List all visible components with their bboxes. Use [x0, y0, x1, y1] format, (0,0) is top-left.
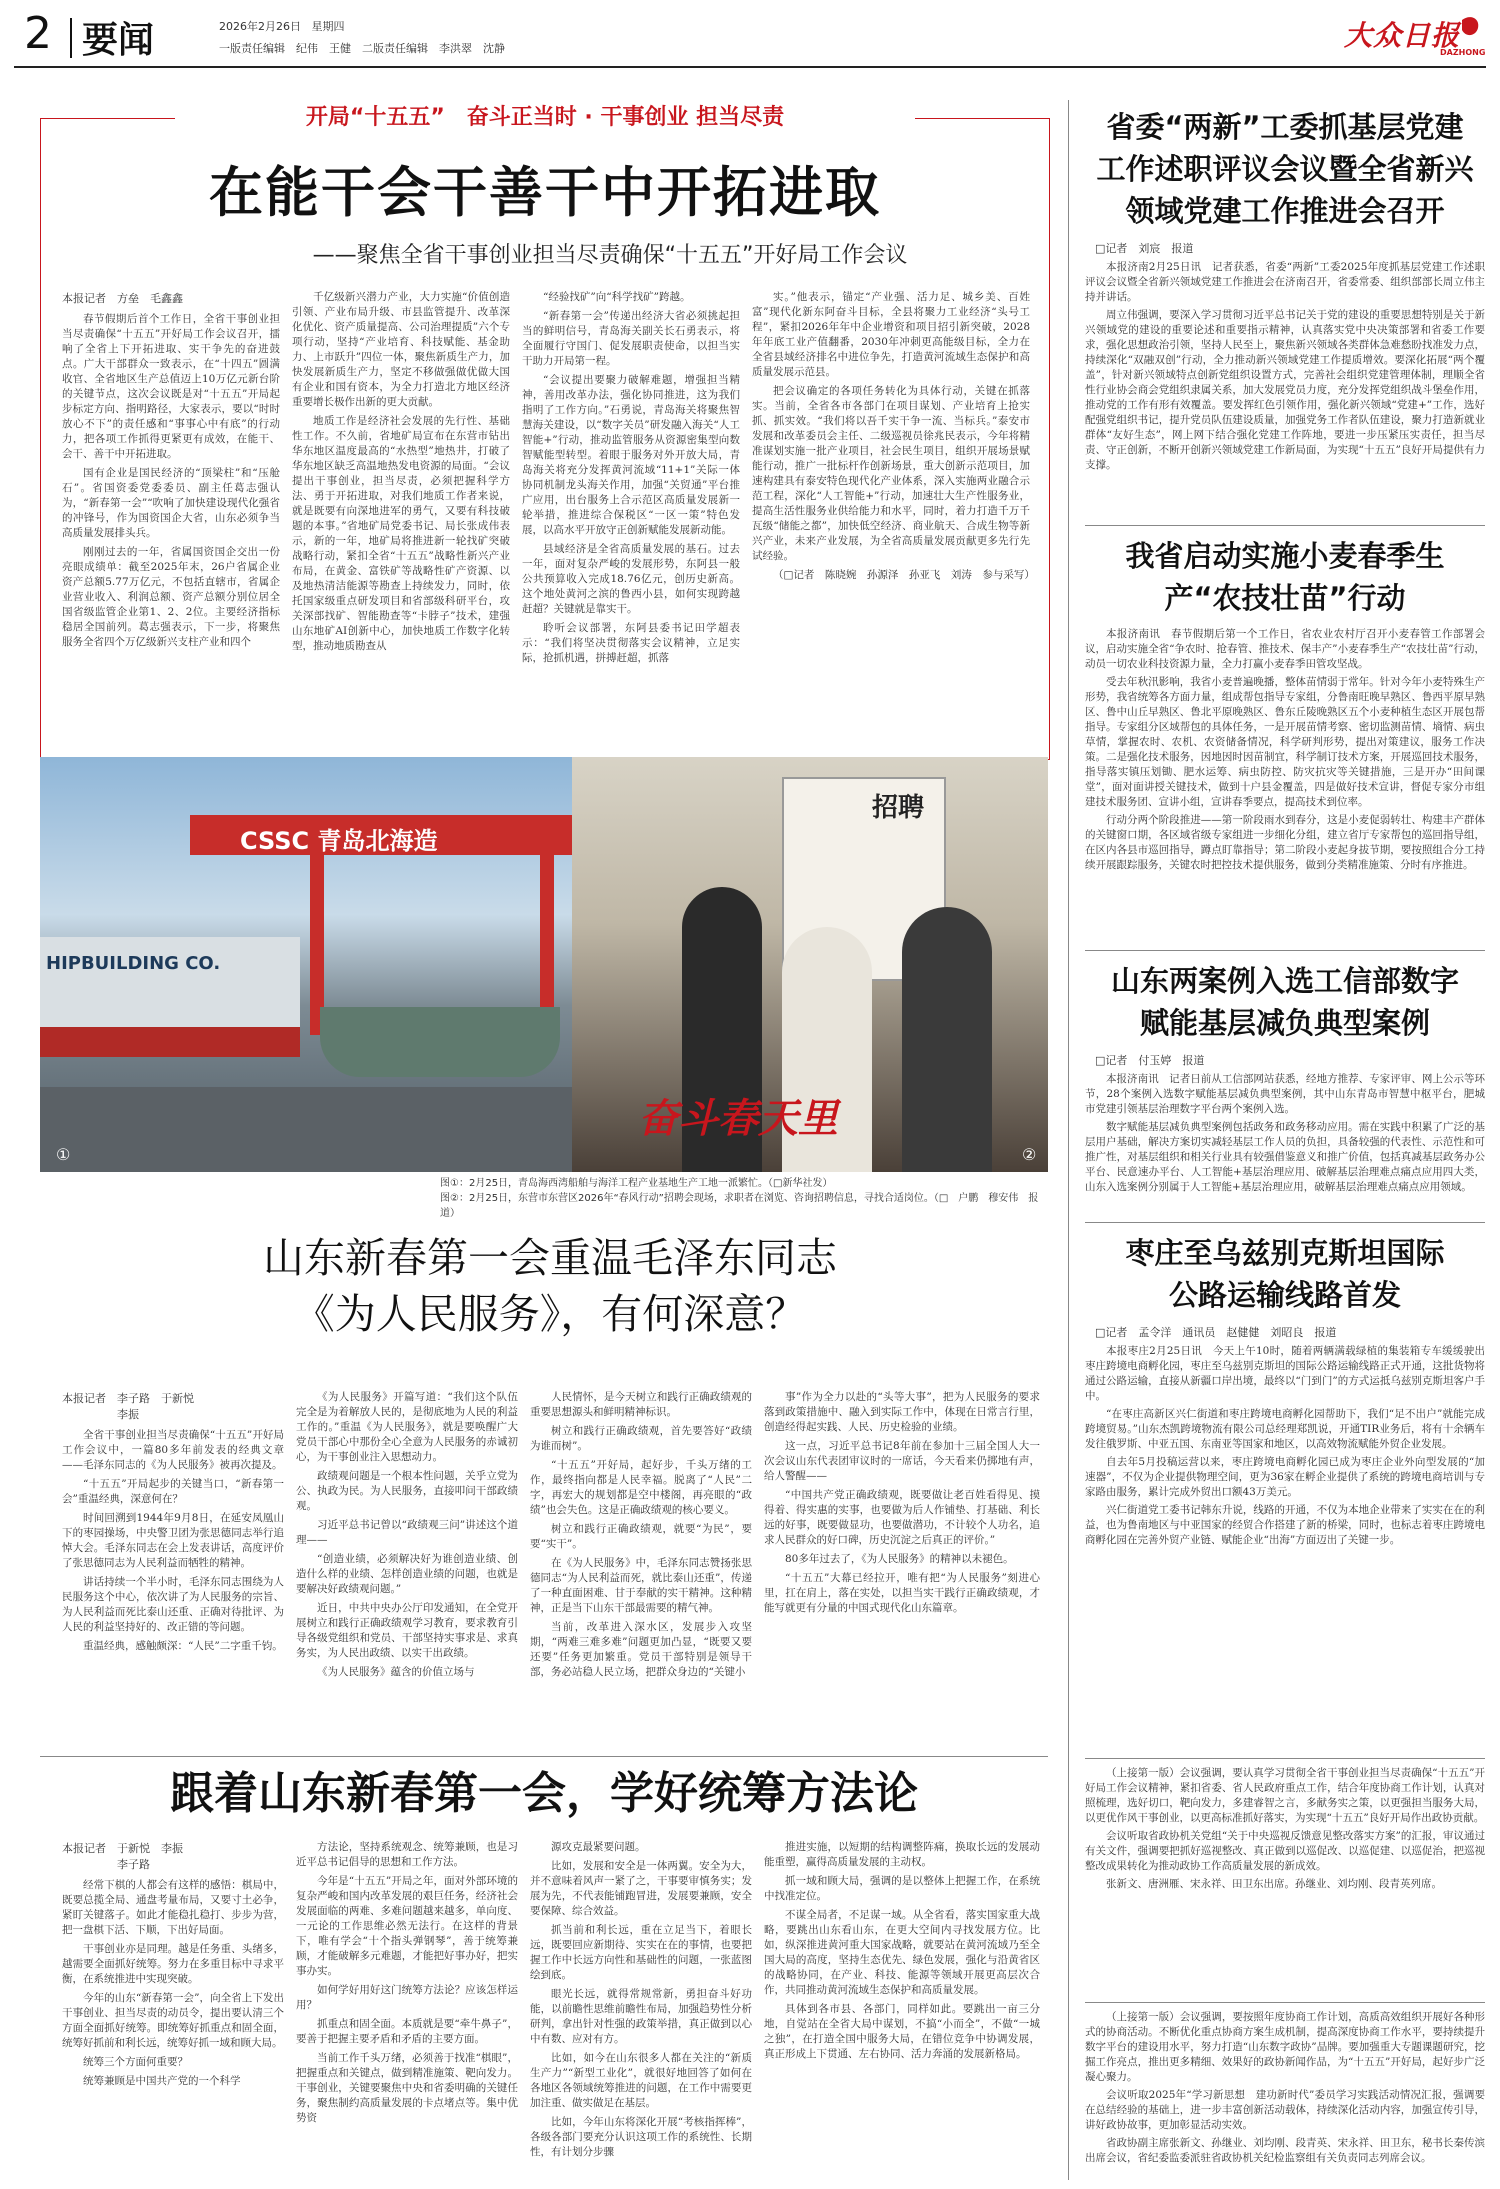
paragraph: 周立伟强调，要深入学习贯彻习近平总书记关于党的建设的重要思想特别是关于新兴领域党的建设的重要论述和重要指示精神，认真落实党中央决策部署和省委工作要求，强化思想政治引领，坚持人民至上，聚焦新兴领域各类群体急难愁盼找准发力点，持续深化“双融双创”行动，全力推动新兴领域党建工作提质增效。要深化拓展“两个覆盖”，针对新兴领域特点创新党组织设置方式，完善社会组织党建管理体制，理顺全省性行业协会商会党组织隶属关系，加大发展党员力度，充分发挥党组织战斗堡垒作用，推动党的工作有形有效覆盖。要发挥红色引领作用，强化新兴领域“党建+”工作，选好配强党组织书记，提升党员队伍建设质量，加强党务工作者队伍建设，聚力打造新就业群体“友好生态”，网上网下结合强化党建工作阵地，要进一步压紧压实责任，担当尽责、守正创新，不断开创新兴领域党建工作新局面，为实现“十五五”良好开局提供有力支撑。 [1085, 309, 1485, 471]
photo-marker-2: ② [1022, 1145, 1037, 1164]
shipyard-photo [40, 757, 572, 1172]
newspaper-logo [1344, 12, 1484, 60]
ship-sign: CSSC 青岛北海造 [240, 827, 438, 855]
side-article-3-byline: □记者 付玉婷 报道 [1095, 1054, 1205, 1067]
article-3-byline: 本报记者 于新悦 李振 李子路 [62, 1842, 183, 1871]
article-2-column-3 [530, 1390, 752, 1684]
section-stamp: 奋斗春天里 [638, 1095, 838, 1142]
paragraph: “在枣庄高新区兴仁街道和枣庄跨境电商孵化园帮助下，我们“足不出户”就能完成跨境贸易。”山东杰凯跨境物流有限公司总经理郑凯说，开通TIR业务后，将有十余辆车发往俄罗斯、中亚五国、东南亚等国家和地区，以高效物流赋能外贸企业发展。 [1085, 1408, 1485, 1450]
lead-column-4 [752, 290, 1035, 587]
side-article-4-title: 枣庄至乌兹别克斯坦国际公路运输线路首发 [1125, 1236, 1445, 1312]
paragraph: （上接第一版）会议强调，要按照年度协商工作计划，高质高效组织开展好各种形式的协商活动。不断优化重点协商方案生成机制，提高深度协商工作水平，要持续提升数字平台的建设用水平，努力打造“山东数字政协”品牌。要加强重大专题课题研究，挖掘工作亮点，推出更多精细、效果好的政协新闻作品，为“十五五”开好局，起好步广泛凝心聚力。 [1085, 2011, 1485, 2083]
paragraph: 方法论，坚持系统观念、统筹兼顾，也是习近平总书记倡导的思想和工作方法。 [296, 1841, 518, 1868]
paragraph: “新春第一会”传递出经济大省必须挑起担当的鲜明信号，青岛海关副关长石勇表示，将全面履行守国门、促发展职责使命，以担当实干助力开局第一程。 [522, 310, 740, 367]
paragraph: 讲话持续一个半小时，毛泽东同志围绕为人民服务这个中心，依次讲了为人民服务的宗旨、为人民利益而死比泰山还重、正确对待批评、为人民的利益坚持好的、改正错的等问题。 [62, 1576, 284, 1633]
job-board-sign: 招聘 [872, 793, 925, 823]
caption-1: 图①：2月25日，青岛海西湾船舶与海洋工程产业基地生产工地一派繁忙。（□新华社发） [440, 1178, 833, 1189]
logo-text: 大众日报 [1344, 19, 1461, 52]
article-2-column-2 [296, 1390, 518, 1684]
paragraph: “十五五”开局起步的关键当口，“新春第一会”重温经典，深意何在？ [62, 1478, 284, 1505]
paragraph: 会议听取2025年“学习新思想 建功新时代”委员学习实践活动情况汇报，强调要在总结经验的基础上，进一步丰富创新活动载体，持续深化活动内容，加强宣传引导，讲好政协故事，更加彰显活动实效。 [1085, 2089, 1485, 2131]
paragraph: 80多年过去了，《为人民服务》的精神以未褪色。 [785, 1553, 1014, 1565]
article-2-byline: 本报记者 李子路 于新悦 李振 [62, 1392, 194, 1421]
weekday: 星期四 [311, 20, 345, 33]
paragraph: “中国共产党正确政绩观，既要做让老百姓看得见、摸得着、得实惠的实事，也要做为后人作铺垫、打基础、利长远的好事，既要做显功，也要做潜功，不计较个人功名，追求人民群众的好口碑，历史沉淀之后真正的评价。” [764, 1489, 1040, 1546]
article-3-column-3 [530, 1840, 752, 2164]
editors-line: 一版责任编辑 纪伟 王健 二版责任编辑 李洪翠 沈静 [219, 42, 505, 55]
paragraph: 事”作为全力以赴的“头等大事”，把为人民服务的要求落到政策措施中、融入到实际工作中，体现在日常言行里，创造经得起实践、人民、历史检验的业绩。 [764, 1391, 1040, 1433]
person-3 [902, 907, 992, 1172]
page-number: 2 [24, 8, 52, 59]
side-article-4-byline: □记者 孟令洋 通讯员 赵健健 刘昭良 报道 [1095, 1326, 1337, 1339]
paragraph: 近日，中共中央办公厅印发通知，在全党开展树立和践行正确政绩观学习教育，要求教育引导各级党组织和党员、干部坚持实事求是、求真务实，为人民出政绩、以实干出政绩。 [296, 1602, 518, 1659]
paragraph: 本报济南讯 记者日前从工信部网站获悉，经地方推荐、专家评审、网上公示等环节，28个案例入选数字赋能基层减负典型案例，其中山东青岛市智慧中枢平台，肥城市党建引领基层治理数字平台两个案例入选。 [1085, 1073, 1485, 1115]
paragraph: 比如，今年山东将深化开展“考核指挥棒”，各级各部门要充分认识这项工作的系统性、长期性，有计划分步骤 [530, 2116, 752, 2158]
ship-deck [320, 1007, 560, 1077]
article-3-column-2 [296, 1840, 518, 2130]
paragraph: 推进实施，以短期的结构调整阵痛，换取长远的发展动能重塑，赢得高质量发展的主动权。 [764, 1841, 1040, 1868]
lead-kicker: 开局“十五五” 奋斗正当时 · 干事创业 担当尽责 [175, 100, 915, 136]
lead-column-2 [292, 290, 510, 658]
paragraph: 习近平总书记曾以“政绩观三问”讲述这个道理—— [296, 1519, 518, 1546]
sidebar-rule [1085, 2002, 1485, 2003]
paragraph: 千亿级新兴潜力产业，大力实施“价值创造引领、产业布局升级、市县监管提升、改革深化优化、资产质量提高、公司治理提质”六个专项行动，坚持“产业培育、科技赋能、基金助力、上市跃升”四位一体，聚焦新质生产力，加快发展新质生产力，坚定不移做强做优做大国有企业和国有资本，为全力打造北方地区经济重要增长极作出新的更大贡献。 [292, 291, 510, 408]
article-3-column-1 [62, 1840, 284, 2093]
paragraph: 当前，改革进入深水区，发展步入攻坚期，“两难三难多难”问题更加凸显，“既要又要还要”任务更加繁重。党员干部特别是领导干部，务必站稳人民立场，把群众身边的“关键小 [530, 1621, 752, 1678]
paragraph: 抓当前和利长远，重在立足当下，着眼长远，既要回应新期待、实实在在的事情，也要把握工作中长远方向性和基础性的问题，一张蓝图绘到底。 [530, 1924, 752, 1981]
paragraph: “会议提出要聚力破解难题，增强担当精神，善用改革办法，强化协同推进，这为我们指明了工作方向。”石勇说，青岛海关将聚焦智慧海关建设，以“数字关员”研发融入海关“人工智能+”行动，推动监管服务从资源密集型向数智赋能型转型。着眼于服务对外开放大局，青岛海关将充分发挥黄河流域“11+1”关际一体协同机制龙头海关作用，加强“关贸通”平台推广应用，出台服务上合示范区高质量发展新一轮举措，推进综合保税区“一区一策”特色发展，以高水平开放守正创新赋能发展新动能。 [522, 374, 740, 536]
paragraph: “十五五”大幕已经拉开，唯有把“为人民服务”刻进心里，扛在肩上，落在实处，以担当实干践行正确政绩观，才能写就更有分量的中国式现代化山东篇章。 [764, 1572, 1040, 1614]
side-article-1-body [1085, 260, 1485, 473]
paragraph: 县域经济是全省高质量发展的基石。过去一年，面对复杂严峻的发展形势，东阿县一般公共预算收入完成18.76亿元，创历史新高。这个地处黄河之滨的鲁西小县，如何实现跨越赶超？关键就是靠实干。 [522, 543, 740, 615]
paragraph: 《为人民服务》蕴含的价值立场与 [317, 1666, 475, 1678]
paragraph: 比如，如今在山东很多人都在关注的“新质生产力”“新型工业化”，就很好地回答了如何在各地区各领域统筹推进的问题，在工作中需要更加注重、做实做足在基层。 [530, 2052, 752, 2109]
lead-column-1 [62, 290, 280, 654]
paragraph: 自去年5月投稿运营以来，枣庄跨境电商孵化园已成为枣庄企业外向型发展的“加速器”，不仅为企业提供物理空间，更为36家在孵企业提供了系统的跨境电商培训与专家路由服务，累计完成外贸出口额43万美元。 [1085, 1456, 1485, 1498]
paragraph: （□记者 陈晓婉 孙源泽 孙亚飞 刘涛 参与采写） [773, 569, 1035, 581]
paragraph: 省政协副主席张新文、孙继业、刘均刚、段青英、宋永祥、田卫东，秘书长秦传滨出席会议，省纪委监委派驻省政协机关纪检监察组有关负责同志列席会议。 [1085, 2137, 1485, 2164]
paragraph: 如何学好用好这门统筹方法论？应该怎样运用？ [296, 1984, 518, 2011]
paragraph: 在《为人民服务》中，毛泽东同志赞扬张思德同志“为人民利益而死，就比泰山还重”，传递了一种直面困难、甘于奉献的实干精神。这种精神，正是当下山东干部最需要的精气神。 [530, 1557, 752, 1614]
paragraph: 时间回溯到1944年9月8日，在延安凤凰山下的枣园操场，中央警卫团为张思德同志举行追悼大会。毛泽东同志在会上发表讲话，高度评价了张思德同志为人民利益而牺牲的精神。 [62, 1512, 284, 1569]
header-divider [70, 18, 72, 58]
issue-date: 2026年2月26日 [219, 20, 301, 33]
paragraph: 源攻克最紧要问题。 [551, 1841, 646, 1853]
side-article-4-body [1085, 1344, 1485, 1548]
paragraph: 干事创业亦是同理。越是任务重、头绪多，越需要全面抓好统筹。努力在多重目标中寻求平衡，在系统推进中实现突破。 [62, 1943, 284, 1985]
lead-subhead: ——聚焦全省干事创业担当尽责确保“十五五”开好局工作会议 [312, 243, 908, 268]
continued-from-page-1-b [1085, 2010, 1485, 2169]
sidebar-divider [1068, 100, 1069, 2180]
paragraph: 具体到各市县、各部门，同样如此。要跳出一亩三分地，自觉站在全省大局中谋划，不搞“小而全”，不做“一城之独”，在打造全国中服务大局，在错位竞争中协调发展，真正形成上下贯通、左右协同、活力奔涌的发展新格局。 [764, 2003, 1040, 2060]
article-2-headline-line-1: 山东新春第一会重温毛泽东同志 [263, 1234, 837, 1282]
paragraph: 树立和践行正确政绩观，首先要答好“政绩为谁而树”。 [530, 1425, 752, 1452]
sidebar-rule [1085, 950, 1485, 951]
paragraph: “经验找矿”向“科学找矿”跨越。 [543, 291, 691, 303]
section-divider [40, 1756, 1048, 1757]
lead-byline: 本报记者 方垒 毛鑫鑫 [62, 292, 183, 305]
paragraph: 全省干事创业担当尽责确保“十五五”开好局工作会议中，一篇80多年前发表的经典文章——毛泽东同志的《为人民服务》被再次提及。 [62, 1429, 284, 1471]
paragraph: 抓重点和固全面。本质就是要“牵牛鼻子”，要善于把握主要矛盾和矛盾的主要方面。 [296, 2018, 518, 2045]
photo-marker-1: ① [56, 1145, 71, 1164]
paragraph: 这一点，习近平总书记8年前在参加十三届全国人大一次会议山东代表团审议时的一席话，今天看来仍掷地有声，给人警醒—— [764, 1440, 1040, 1482]
article-2-headline-line-2: 《为人民服务》，有何深意？ [293, 1290, 807, 1338]
paragraph: 春节假期后首个工作日，全省干事创业担当尽责确保“十五五”开好局工作会议召开，擂响了全省上下开拓进取、实干争先的奋进鼓点。广大干部群众一致表示，在“十四五”圆满收官、全省地区生产总值迈上10万亿元新台阶的关键节点，这次会议既是对“十五五”开局起步标定方向、指明路径，大家表示，要以“时时放心不下”的责任感和“事事心中有底”的行动力，把各项工作抓得更紧更有成效，在能干、会干、善干中开拓进取。 [62, 313, 280, 460]
paragraph: 行动分两个阶段推进——第一阶段雨水到春分，这是小麦促弱转壮、构建丰产群体的关键窗口期，各区域省级专家组进一步细化分组，建立省厅专家帮包的巡回指导组，在区内各县市巡回指导，蹲点盯靠指导；第二阶段小麦起身拔节期，要按照组合分工持续开展跟踪服务，关键农时把控技术提供服务，做到分类精准施策、分时有序推进。 [1085, 814, 1485, 871]
side-article-2-title: 我省启动实施小麦春季生产“农技壮苗”行动 [1125, 539, 1445, 615]
side-article-2 [1085, 535, 1485, 935]
article-2-column-4 [764, 1390, 1040, 1620]
paragraph: 当前工作千头万绪，必须善于找准“棋眼”，把握重点和关键点，做到精准施策、靶向发力。干事创业，关键要聚焦中央和省委明确的关键任务，聚焦制约高质量发展的卡点堵点等。集中优势资 [296, 2052, 518, 2124]
lead-column-3 [522, 290, 740, 670]
side-article-3-body [1085, 1072, 1485, 1195]
paragraph: 聆听会议部署，东阿县委书记田学超表示：“我们将坚决贯彻落实会议精神，立足实际，抢抓机遇，拼搏赶超，抓落 [522, 622, 740, 664]
paragraph: 比如，发展和安全是一体两翼。安全为大，并不意味着风声一紧了之，干事要审慎务实；发展为先，不代表能铺跑冒进，发展要兼顾，安全要保障、综合效益。 [530, 1860, 752, 1917]
paragraph: 受去年秋汛影响，我省小麦普遍晚播，整体苗情弱于常年。针对今年小麦特殊生产形势，我省统筹各方面力量，组成帮包指导专家组，分鲁南旺晚早熟区、鲁西平原早熟区、鲁中山丘早熟区、鲁北平原晚熟区、鲁东丘陵晚熟区五个小麦种植生态区开展包帮指导。专家组分区域帮包的具体任务，一是开展苗情考察、密切监测苗情、墒情、病虫草情，掌握农时、农机、农资储备情况，科学研判形势，提出对策建议，服务工作决策。二是强化技术服务，因地因时因苗制宜，科学制订技术方案，开展巡回技术服务，指导落实镇压划锄、肥水运筹、病虫防控、防灾抗灾等关键措施，三是开办“田间课堂”，面对面讲授关键技术，做到十户县金覆盖，四是做好技术宣讲，督促专家分市组建技术服务团、宣讲小组，宣讲春季要点，提高技术到位率。 [1085, 676, 1485, 808]
caption-2: 图②：2月25日，东营市东营区2026年“春风行动”招聘会现场，求职者在浏览、咨询招聘信息，寻找合适岗位。（□ 户鹏 穆安伟 报道） [440, 1193, 1039, 1219]
paragraph: 重温经典，感触颇深：“人民”二字重千钧。 [83, 1640, 283, 1652]
paragraph: 张新文、唐洲雁、宋永祥、田卫东出席。孙继业、刘均刚、段青英列席。 [1106, 1878, 1442, 1890]
sidebar-rule [1085, 1758, 1485, 1759]
paragraph: 政绩观问题是一个根本性问题，关乎立党为公、执政为民。为人民服务，直接叩问干部政绩观。 [296, 1470, 518, 1512]
side-article-4 [1085, 1232, 1485, 1622]
ship-side-text: HIPBUILDING CO. [46, 953, 221, 974]
paragraph: 人民情怀，是今天树立和践行正确政绩观的重要思想源头和鲜明精神标识。 [530, 1391, 752, 1418]
paragraph: 兴仁街道党工委书记韩东升说，线路的开通，不仅为本地企业带来了实实在在的利益，也为鲁南地区与中亚国家的经贸合作搭建了新的桥梁，同时，也标志着枣庄跨境电商孵化园在完善外贸产业链、赋能企业“出海”方面迈出了关键一步。 [1085, 1504, 1485, 1546]
article-3-column-4 [764, 1840, 1040, 2066]
article-2-headline [60, 1230, 1040, 1342]
paragraph: 数字赋能基层减负典型案例包括政务和政务移动应用。需在实践中积累了广泛的基层用户基础，解决方案切实减轻基层工作人员的负担，具备较强的代表性、示范性和可推广性，对基层组织和相关行业具有较强借鉴意义和推广价值，包括真减基层政务办公平台、民意速办平台、人工智能+基层治理应用、破解基层治理难点痛点应用四大类，山东入选案例分别属于人工智能+基层治理应用，破解基层治理难点痛点应用领域。 [1085, 1121, 1485, 1193]
dock-ground [40, 1087, 572, 1172]
paragraph: 实。”他表示，锚定“产业强、活力足、城乡美、百姓富”现代化新东阿奋斗目标，全县将聚力工业经济“头号工程”，紧扣2026年年中企业增资和项目招引新突破，2028年年底工业产值翻番，2030年冲刺更高能级目标，全力在全省县域经济排名中进位争先，打造黄河流域生态保护和高质量发展示范县。 [752, 291, 1030, 378]
paragraph: 《为人民服务》开篇写道：“我们这个队伍完全是为着解放人民的，是彻底地为人民的利益工作的。”重温《为人民服务》，就是要唤醒广大党员干部心中那份全心全意为人民服务的赤诚初心，为干事创业注入思想动力。 [296, 1391, 518, 1463]
article-2-column-1 [62, 1390, 284, 1658]
side-article-1 [1085, 106, 1485, 506]
lead-headline: 在能干会干善干中开拓进取 [209, 161, 881, 224]
paragraph: 地质工作是经济社会发展的先行性、基础性工作。不久前，省地矿局宣布在东营市钻出华东地区温度最高的“水热型”地热井，打破了华东地区缺乏高温地热发电资源的局面。“会议提出干事创业，担当尽责，必须把握科学方法、勇于开拓进取，对我们地质工作者来说，就是既要有向深地进军的勇气，又要有科技破题的本事。”省地矿局党委书记、局长张成伟表示，新的一年，地矿局将推进新一轮找矿突破战略行动，紧扣全省“十五五”战略性新兴产业布局，在黄金、富铁矿等战略性矿产资源、以及地热清洁能源等勘查上持续发力，同时，依托国家级重点研发项目和省部级科研平台，攻关深部找矿、智能勘查等“卡脖子”技术，建强山东地矿AI创新中心，加快地质工作数字化转型，推动地质勘查从 [292, 415, 510, 652]
paragraph: 会议听取省政协机关党组“关于中央巡视反馈意见整改落实方案”的汇报，审议通过有关文件，强调要把抓好巡视整改、真正做到以巡促改、以巡促建、以巡促治，把巡视整改成果转化为推动政协工作高质量发展的新成效。 [1085, 1830, 1485, 1872]
paragraph: 统筹三个方面何重要？ [83, 2056, 188, 2068]
paragraph: 眼光长远，就得常规常新，勇担奋斗好功能，以前瞻性思维前瞻性布局，加强趋势性分析研判，拿出针对性强的政策举措，真正做到以心中有数、应对有方。 [530, 1988, 752, 2045]
date-line [219, 18, 345, 34]
masthead [14, 8, 1486, 66]
paragraph: 树立和践行正确政绩观，就要“为民”，要要“实干”。 [530, 1523, 752, 1550]
sidebar-rule [1085, 525, 1485, 526]
paragraph: 经常下棋的人都会有这样的感悟：棋局中，既要总揽全局、通盘考量布局，又要寸土必争，紧盯关键落子。如此才能稳扎稳打、步步为营，把一盘棋下活、下顺，下出好局面。 [62, 1879, 284, 1936]
paragraph: 国有企业是国民经济的“顶梁柱”和“压舱石”。省国资委党委委员、副主任葛志强认为，“新春第一会”“吹响了加快建设现代化强省的冲锋号，作为国资国企大省，山东必须争当高质量发展排头兵。 [62, 467, 280, 539]
paragraph: 统筹兼顾是中国共产党的一个科学 [83, 2075, 241, 2087]
paragraph: 不谋全局者，不足谋一域。从全省看，落实国家重大战略，要跳出山东看山东，在更大空间内寻找发展方位。比如，纵深推进黄河重大国家战略，就要站在黄河流域乃至全国大局的高度，坚持生态优先、绿色发展，强化与沿黄省区的战略协同，在产业、科技、能源等领域开展更高层次合作，共同推动黄河流域生态保护和高质量发展。 [764, 1909, 1040, 1996]
paragraph: 抓一域和顾大局，强调的是以整体上把握工作，在系统中找准定位。 [764, 1875, 1040, 1902]
side-article-1-byline: □记者 刘宸 报道 [1095, 242, 1194, 255]
paragraph: 本报枣庄2月25日讯 今天上午10时，随着两辆满载绿植的集装箱专车缓缓驶出枣庄跨境电商孵化园，枣庄至乌兹别克斯坦的国际公路运输线路正式开通，这批货物将通过公路运输，直接从新疆口岸出境，最终以“门到门”的方式运抵乌兹别克斯坦客户手中。 [1085, 1345, 1485, 1402]
paragraph: “十五五”开好局，起好步，千头万绪的工作，最终指向都是人民幸福。脱离了“人民”二字，再宏大的规划都是空中楼阁，再亮眼的“政绩”也会失色。这是正确政绩观的核心要义。 [530, 1459, 752, 1516]
photo-caption [440, 1176, 1045, 1221]
paragraph: 本报济南讯 春节假期后第一个工作日，省农业农村厅召开小麦春管工作部署会议，启动实施全省“争农时、抢春管、推技术、保丰产”小麦春季生产“农技壮苗”行动，动员一切农业科技资源力量，全力打赢小麦春季田管攻坚战。 [1085, 628, 1485, 670]
logo-subtext: DAZHONG [1440, 48, 1486, 57]
article-3-headline: 跟着山东新春第一会，学好统筹方法论 [170, 1768, 918, 1819]
side-article-2-body [1085, 627, 1485, 873]
paragraph: 今年的山东“新春第一会”，向全省上下发出干事创业、担当尽责的动员令，提出要认清三个方面全面抓好统筹。即统筹好抓重点和固全面，统筹好抓前和利长远，统筹好抓一域和顾大局。 [62, 1992, 284, 2049]
paragraph: （上接第一版）会议强调，要认真学习贯彻全省干事创业担当尽责确保“十五五”开好局工作会议精神，紧扣省委、省人民政府重点工作，结合年度协商工作计划，认真对照梳理，选好切口，靶向发力，多建睿智之言，多献务实之策，以更强担当服务大局，以更优作风干事创业，以更高标准抓好落实，为实现“十五五”良好开局作出政协贡献。 [1085, 1767, 1485, 1824]
section-title: 要闻 [82, 20, 155, 61]
paragraph: 本报济南2月25日讯 记者获悉，省委“两新”工委2025年度抓基层党建工作述职评议会议暨全省新兴领域党建工作推进会在济南召开，省委常委、组织部部长周立伟主持并讲话。 [1085, 261, 1485, 303]
header-rule [14, 66, 1486, 68]
paragraph: 今年是“十五五”开局之年，面对外部环境的复杂严峻和国内改革发展的艰巨任务，经济社会发展面临的两难、多难问题越来越多，单向度、一元论的工作思维必然无法行。在这样的背景下，唯有学会“十个指头弹钢琴”，善于统筹兼顾，才能破解多元难题，才能把好事办好，把实事办实。 [296, 1875, 518, 1977]
side-article-3-title: 山东两案例入选工信部数字赋能基层减负典型案例 [1110, 964, 1459, 1040]
continued-from-page-1-a [1085, 1766, 1485, 1895]
paragraph: “创造业绩，必须解决好为谁创造业绩、创造什么样的业绩、怎样创造业绩的问题，也就是要解决好政绩观问题。” [296, 1553, 518, 1595]
sidebar-rule [1085, 1222, 1485, 1223]
paragraph: 刚刚过去的一年，省属国资国企交出一份亮眼成绩单：截至2025年末，26户省属企业资产总额5.77万亿元，不包括直辖市，省属企业营业收入、利润总额、资产总额分别位居全国省级监管企业第1、2、2位。主要经济指标稳居全国前列。葛志强表示，下一步，将聚焦服务全省四个万亿级新兴支柱产业和四个 [62, 546, 280, 648]
side-article-3 [1085, 960, 1485, 1210]
paragraph: 把会议确定的各项任务转化为具体行动，关键在抓落实。当前，全省各市各部门在项目谋划、产业培育上抢实抓、抓实效。“我们将以吾千实干争一流、当标兵。”泰安市发展和改革委员会主任、二级巡视员徐兆民表示，今年将精准谋划实施一批产业项目，社会民生项目，组织开展场景赋能行动，推广一批标杆作创新场景，重大创新示范项目，加速构建具有泰安特色现代化产业体系，深入实施两业融合示范工程，深化“人工智能+”行动，加速壮大生产性服务业，提高生活性服务业供给能力和水平，同时，着力打造千万千瓦级“储能之都”，加快低空经济、商业航天、合成生物等新兴产业，未来产业发展，为全省高质量发展贡献更多先行先试经验。 [752, 385, 1030, 562]
side-article-1-title: 省委“两新”工委抓基层党建工作述职评议会议暨全省新兴领域党建工作推进会召开 [1096, 110, 1474, 228]
